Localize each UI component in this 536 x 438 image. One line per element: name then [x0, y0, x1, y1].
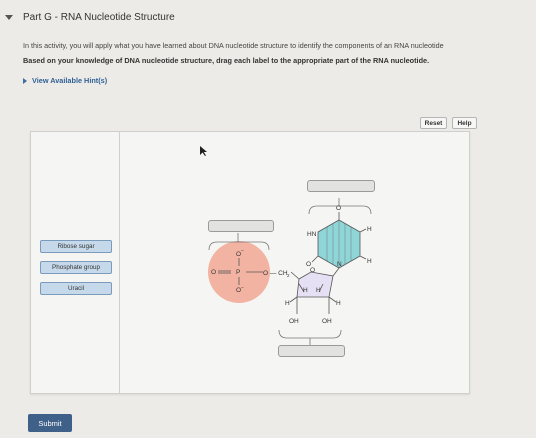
- ring-oxygen: O: [310, 267, 316, 274]
- base-o-top: O: [336, 205, 342, 212]
- view-hints-link[interactable]: [23, 76, 107, 85]
- label-chip-uracil[interactable]: Uracil: [40, 282, 112, 295]
- hints-label[interactable]: View Available Hint(s): [32, 76, 108, 85]
- phosphate-p: P: [236, 269, 241, 276]
- activity-panel: [30, 131, 470, 394]
- phosphate-o-top-charge: −: [241, 248, 244, 254]
- expand-caret-icon: [23, 78, 27, 84]
- ring-h-3: H: [316, 287, 321, 294]
- part-header[interactable]: [4, 10, 175, 24]
- base-o-left: O: [306, 261, 312, 268]
- submit-button[interactable]: Submit: [28, 414, 72, 432]
- ring-h-2: H: [303, 287, 308, 294]
- linker-o-ch: O — CH: [263, 270, 288, 277]
- collapse-caret-icon[interactable]: [5, 15, 13, 20]
- label-chip-phosphate-group[interactable]: Phosphate group: [40, 261, 112, 274]
- phosphate-o-bottom: O: [236, 287, 242, 294]
- drop-target-sugar[interactable]: [278, 345, 345, 357]
- phosphate-o-left: O: [211, 269, 217, 276]
- intro-text: In this activity, you will apply what you have learned about DNA nucleotide structure to identify the components of an RNA nucleotide: [23, 41, 444, 50]
- base-hn: HN: [307, 231, 317, 238]
- reset-button[interactable]: Reset: [420, 117, 447, 129]
- oh-right: OH: [322, 318, 332, 325]
- part-title: Part G - RNA Nucleotide Structure: [23, 11, 175, 23]
- linker-subscript: 2: [287, 273, 290, 278]
- oh-left: OH: [289, 318, 299, 325]
- drop-target-base[interactable]: [307, 180, 375, 192]
- instruction-text: Based on your knowledge of DNA nucleotide structure, drag each label to the appropriate part of the RNA nucleotide.: [23, 56, 430, 65]
- base-h-2: H: [367, 258, 372, 265]
- base-n: N: [337, 261, 342, 268]
- mouse-pointer-icon: [199, 145, 209, 157]
- label-chip-ribose-sugar[interactable]: Ribose sugar: [40, 240, 112, 253]
- drop-target-phosphate[interactable]: [208, 220, 274, 232]
- phosphate-o-bottom-charge: −: [241, 285, 244, 291]
- ring-h-1: H: [285, 300, 290, 307]
- base-h-1: H: [367, 226, 372, 233]
- help-button[interactable]: Help: [452, 117, 477, 129]
- ring-h-4: H: [336, 300, 341, 307]
- rna-nucleotide-diagram: [31, 132, 471, 395]
- phosphate-o-top: O: [236, 251, 242, 258]
